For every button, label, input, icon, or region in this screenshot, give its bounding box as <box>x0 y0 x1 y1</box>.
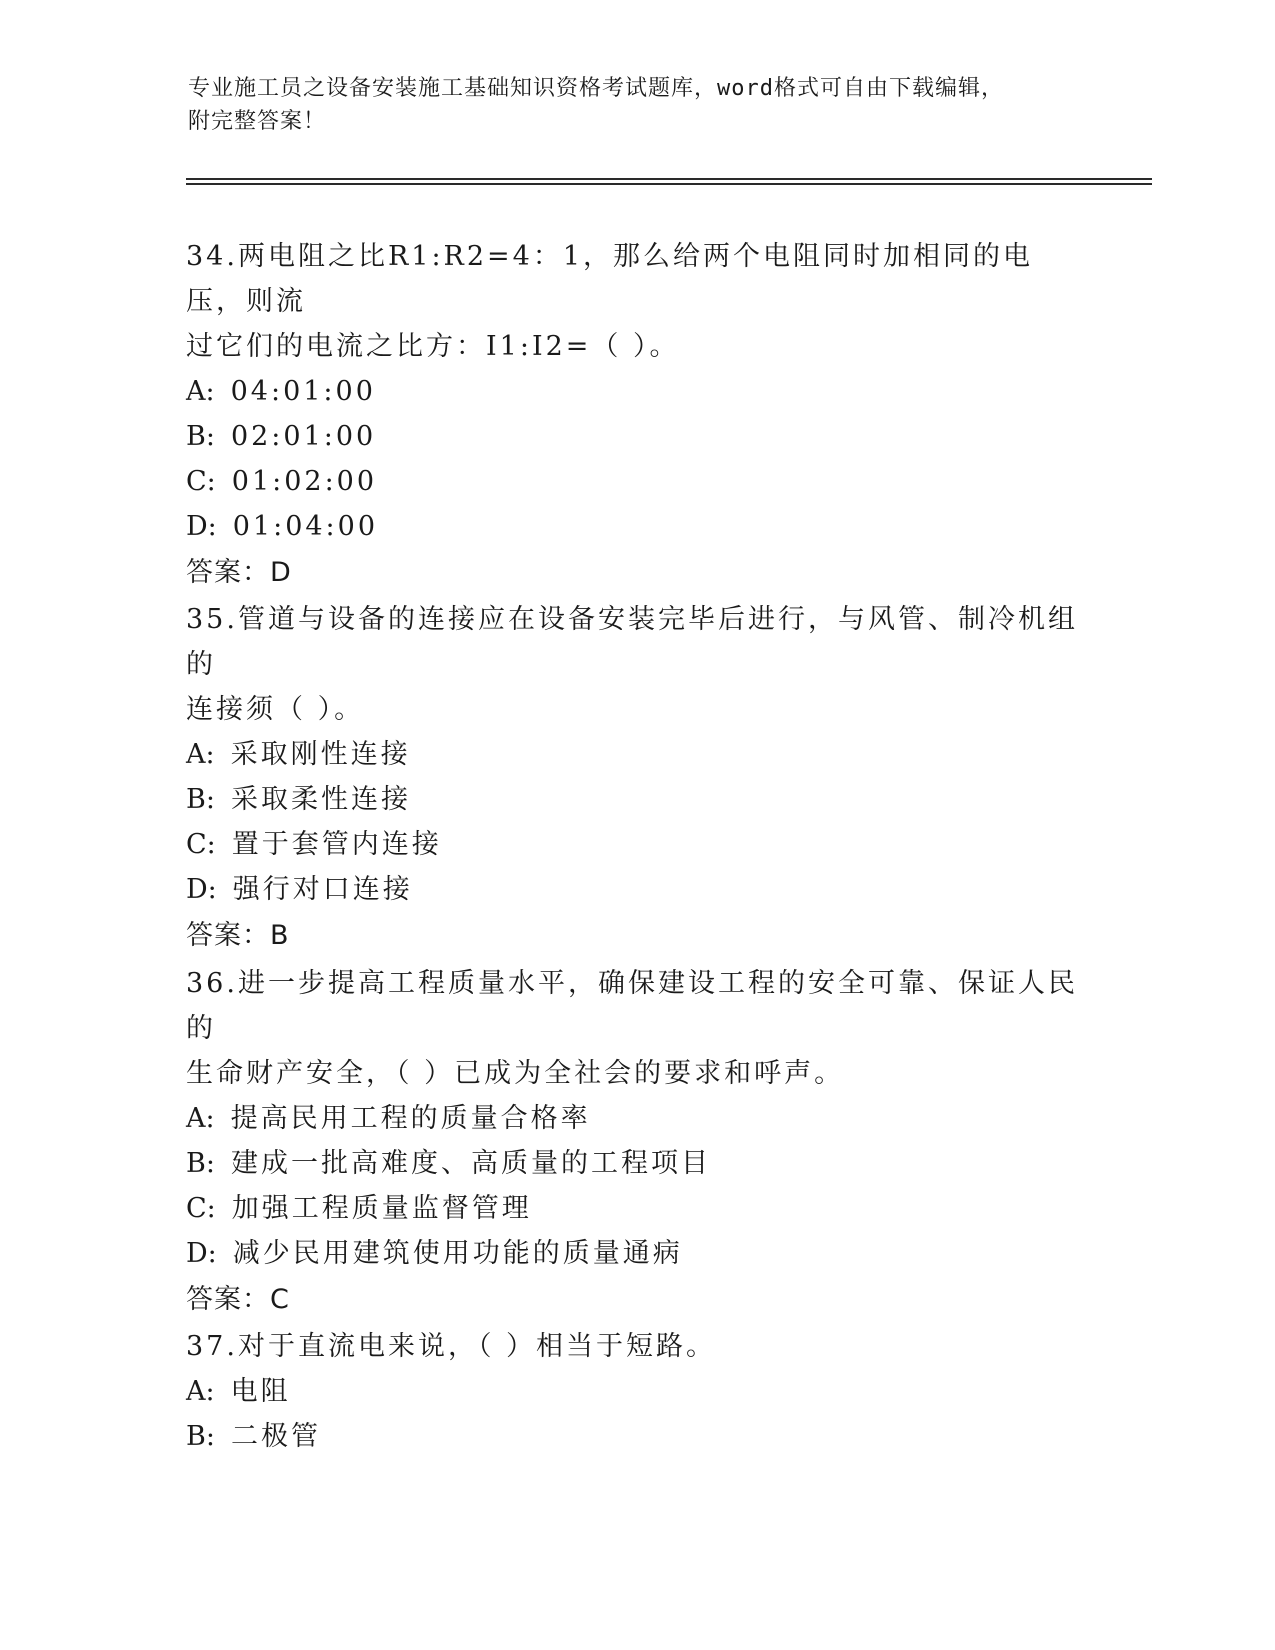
option-key: B: <box>186 1421 215 1452</box>
option-key: D: <box>186 1238 217 1269</box>
option-d <box>186 504 1086 549</box>
option-key: D: <box>186 511 217 542</box>
question-stem-line: 36.进一步提高工程质量水平，确保建设工程的安全可靠、保证人民的 <box>186 968 1078 1044</box>
option-key: C: <box>186 829 216 860</box>
option-text: 二极管 <box>230 1421 321 1452</box>
option-a <box>186 369 1086 414</box>
option-a <box>186 732 1086 777</box>
option-a <box>186 1096 1086 1141</box>
option-text: 04:01:00 <box>230 376 376 407</box>
question-stem-line: 连接须（ ）。 <box>186 694 365 725</box>
question-stem-line: 37.对于直流电来说，（ ）相当于短路。 <box>186 1331 717 1362</box>
option-key: A: <box>186 739 215 770</box>
option-text: 置于套管内连接 <box>231 829 442 860</box>
option-key: C: <box>186 466 216 497</box>
answer-line: 答案：B <box>186 920 290 951</box>
option-key: B: <box>186 1148 215 1179</box>
option-c <box>186 1186 1086 1231</box>
option-text: 02:01:00 <box>230 421 377 452</box>
option-key: B: <box>186 421 215 452</box>
option-b <box>186 1414 1086 1459</box>
header-line-1: 专业施工员之设备安装施工基础知识资格考试题库，word格式可自由下载编辑， <box>188 76 1004 101</box>
question-37 <box>186 1324 1086 1459</box>
option-key: C: <box>186 1193 216 1224</box>
option-text: 电阻 <box>230 1376 291 1407</box>
question-36 <box>186 961 1086 1323</box>
option-text: 建成一批高难度、高质量的工程项目 <box>230 1148 711 1179</box>
option-text: 提高民用工程的质量合格率 <box>230 1103 591 1134</box>
question-stem-line: 34.两电阻之比R1:R2=4：1，那么给两个电阻同时加相同的电压，则流 <box>186 241 1034 317</box>
header-divider-bottom <box>186 183 1152 185</box>
option-b <box>186 1141 1086 1186</box>
option-key: A: <box>186 1376 215 1407</box>
option-text: 减少民用建筑使用功能的质量通病 <box>232 1238 683 1269</box>
question-35 <box>186 597 1086 959</box>
option-text: 01:04:00 <box>232 511 379 542</box>
option-text: 01:02:00 <box>231 466 378 497</box>
option-d <box>186 1231 1086 1276</box>
question-stem-line: 35.管道与设备的连接应在设备安装完毕后进行，与风管、制冷机组的 <box>186 604 1078 680</box>
option-b <box>186 414 1086 459</box>
header-line-2: 附完整答案！ <box>188 109 327 134</box>
option-d <box>186 867 1086 912</box>
question-34 <box>186 234 1086 596</box>
question-stem-line: 过它们的电流之比方：I1:I2=（ ）。 <box>186 331 680 362</box>
option-key: A: <box>186 1103 215 1134</box>
answer-line: 答案：C <box>186 1284 290 1315</box>
option-text: 加强工程质量监督管理 <box>231 1193 532 1224</box>
option-key: D: <box>186 874 217 905</box>
header-divider-top <box>186 178 1152 180</box>
option-c <box>186 459 1086 504</box>
answer-line: 答案：D <box>186 557 292 588</box>
option-c <box>186 822 1086 867</box>
option-b <box>186 777 1086 822</box>
option-text: 采取刚性连接 <box>230 739 411 770</box>
option-text: 采取柔性连接 <box>230 784 411 815</box>
option-key: A: <box>186 376 215 407</box>
option-a <box>186 1369 1086 1414</box>
option-key: B: <box>186 784 215 815</box>
option-text: 强行对口连接 <box>232 874 413 905</box>
question-stem-line: 生命财产安全，（ ）已成为全社会的要求和呼声。 <box>186 1058 845 1089</box>
document-header <box>188 72 1088 138</box>
